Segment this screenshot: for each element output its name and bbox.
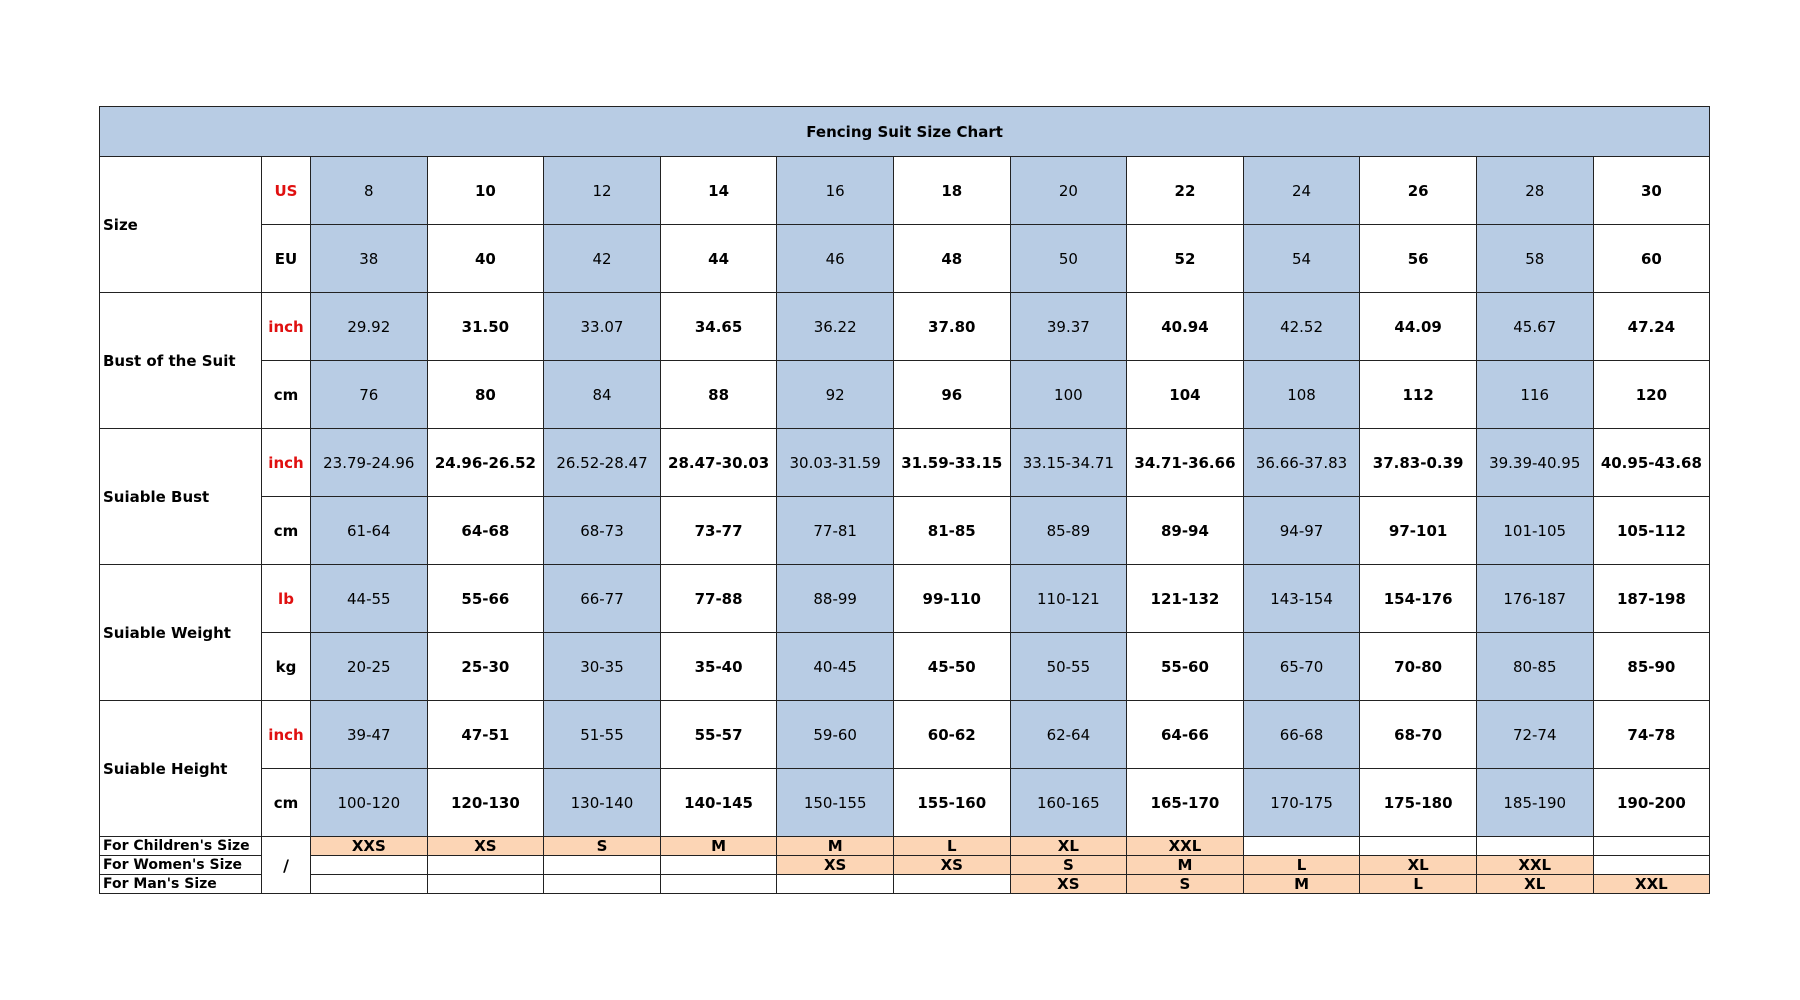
value-cell: 68-70 <box>1360 701 1477 769</box>
fit-size-cell <box>427 856 544 875</box>
fit-size-cell <box>1593 837 1710 856</box>
value-cell: 80-85 <box>1476 633 1593 701</box>
suiable-bust-row-inch <box>100 429 1710 497</box>
fit-size-cell <box>893 875 1010 894</box>
fit-label: For Man's Size <box>100 875 262 894</box>
value-cell: 8 <box>311 157 428 225</box>
unit-label: kg <box>262 633 311 701</box>
size-row-eu <box>100 225 1710 293</box>
fit-size-cell: XS <box>893 856 1010 875</box>
value-cell: 39-47 <box>311 701 428 769</box>
value-cell: 64-66 <box>1127 701 1244 769</box>
unit-label: EU <box>262 225 311 293</box>
fit-size-cell: XXL <box>1593 875 1710 894</box>
value-cell: 40 <box>427 225 544 293</box>
value-cell: 154-176 <box>1360 565 1477 633</box>
bust-of-the-suit-row-cm <box>100 361 1710 429</box>
value-cell: 31.50 <box>427 293 544 361</box>
fit-size-cell: XL <box>1476 875 1593 894</box>
value-cell: 101-105 <box>1476 497 1593 565</box>
fit-size-cell: XL <box>1010 837 1127 856</box>
value-cell: 35-40 <box>660 633 777 701</box>
value-cell: 44.09 <box>1360 293 1477 361</box>
value-cell: 85-89 <box>1010 497 1127 565</box>
value-cell: 44 <box>660 225 777 293</box>
category-label: Suiable Weight <box>100 565 262 701</box>
value-cell: 29.92 <box>311 293 428 361</box>
value-cell: 39.37 <box>1010 293 1127 361</box>
value-cell: 34.71-36.66 <box>1127 429 1244 497</box>
fit-size-cell: XXS <box>311 837 428 856</box>
value-cell: 20-25 <box>311 633 428 701</box>
title-row <box>100 107 1710 157</box>
fit-size-cell <box>1243 837 1360 856</box>
value-cell: 40-45 <box>777 633 894 701</box>
value-cell: 52 <box>1127 225 1244 293</box>
value-cell: 100 <box>1010 361 1127 429</box>
value-cell: 80 <box>427 361 544 429</box>
value-cell: 88 <box>660 361 777 429</box>
value-cell: 120 <box>1593 361 1710 429</box>
category-label: Suiable Bust <box>100 429 262 565</box>
value-cell: 185-190 <box>1476 769 1593 837</box>
value-cell: 99-110 <box>893 565 1010 633</box>
fit-size-cell: M <box>777 837 894 856</box>
value-cell: 18 <box>893 157 1010 225</box>
value-cell: 108 <box>1243 361 1360 429</box>
value-cell: 92 <box>777 361 894 429</box>
fit-size-cell: XS <box>777 856 894 875</box>
bust-of-the-suit-row-inch <box>100 293 1710 361</box>
value-cell: 130-140 <box>544 769 661 837</box>
value-cell: 54 <box>1243 225 1360 293</box>
value-cell: 37.80 <box>893 293 1010 361</box>
value-cell: 110-121 <box>1010 565 1127 633</box>
value-cell: 105-112 <box>1593 497 1710 565</box>
value-cell: 89-94 <box>1127 497 1244 565</box>
value-cell: 31.59-33.15 <box>893 429 1010 497</box>
value-cell: 40.95-43.68 <box>1593 429 1710 497</box>
chart-title: Fencing Suit Size Chart <box>100 107 1710 157</box>
value-cell: 30 <box>1593 157 1710 225</box>
fit-size-cell: XL <box>1360 856 1477 875</box>
category-label: Size <box>100 157 262 293</box>
value-cell: 30-35 <box>544 633 661 701</box>
value-cell: 24 <box>1243 157 1360 225</box>
value-cell: 104 <box>1127 361 1244 429</box>
value-cell: 77-88 <box>660 565 777 633</box>
value-cell: 30.03-31.59 <box>777 429 894 497</box>
value-cell: 62-64 <box>1010 701 1127 769</box>
value-cell: 10 <box>427 157 544 225</box>
value-cell: 16 <box>777 157 894 225</box>
value-cell: 44-55 <box>311 565 428 633</box>
fit-size-cell: XXL <box>1127 837 1244 856</box>
fit-label: For Women's Size <box>100 856 262 875</box>
fit-size-cell <box>544 856 661 875</box>
value-cell: 61-64 <box>311 497 428 565</box>
size-chart-table <box>99 106 1710 894</box>
value-cell: 170-175 <box>1243 769 1360 837</box>
value-cell: 50 <box>1010 225 1127 293</box>
fit-size-cell: S <box>1127 875 1244 894</box>
value-cell: 55-57 <box>660 701 777 769</box>
fit-row-for-children-s-size <box>100 837 1710 856</box>
value-cell: 51-55 <box>544 701 661 769</box>
value-cell: 34.65 <box>660 293 777 361</box>
fit-size-cell: XS <box>427 837 544 856</box>
unit-label: US <box>262 157 311 225</box>
value-cell: 72-74 <box>1476 701 1593 769</box>
value-cell: 33.07 <box>544 293 661 361</box>
value-cell: 60-62 <box>893 701 1010 769</box>
value-cell: 28.47-30.03 <box>660 429 777 497</box>
value-cell: 47-51 <box>427 701 544 769</box>
value-cell: 66-68 <box>1243 701 1360 769</box>
value-cell: 42 <box>544 225 661 293</box>
value-cell: 48 <box>893 225 1010 293</box>
value-cell: 25-30 <box>427 633 544 701</box>
fit-size-cell: S <box>544 837 661 856</box>
value-cell: 26 <box>1360 157 1477 225</box>
value-cell: 22 <box>1127 157 1244 225</box>
unit-label: cm <box>262 497 311 565</box>
value-cell: 112 <box>1360 361 1477 429</box>
fit-size-cell: XXL <box>1476 856 1593 875</box>
unit-label: cm <box>262 769 311 837</box>
value-cell: 50-55 <box>1010 633 1127 701</box>
value-cell: 150-155 <box>777 769 894 837</box>
unit-label: inch <box>262 701 311 769</box>
value-cell: 165-170 <box>1127 769 1244 837</box>
value-cell: 81-85 <box>893 497 1010 565</box>
unit-label: inch <box>262 429 311 497</box>
fit-size-cell: S <box>1010 856 1127 875</box>
category-label: Bust of the Suit <box>100 293 262 429</box>
value-cell: 12 <box>544 157 661 225</box>
value-cell: 45.67 <box>1476 293 1593 361</box>
suiable-weight-row-kg <box>100 633 1710 701</box>
value-cell: 23.79-24.96 <box>311 429 428 497</box>
value-cell: 100-120 <box>311 769 428 837</box>
fit-size-cell <box>660 875 777 894</box>
value-cell: 59-60 <box>777 701 894 769</box>
value-cell: 46 <box>777 225 894 293</box>
value-cell: 190-200 <box>1593 769 1710 837</box>
value-cell: 39.39-40.95 <box>1476 429 1593 497</box>
value-cell: 68-73 <box>544 497 661 565</box>
value-cell: 65-70 <box>1243 633 1360 701</box>
fit-size-cell <box>427 875 544 894</box>
value-cell: 55-60 <box>1127 633 1244 701</box>
value-cell: 74-78 <box>1593 701 1710 769</box>
value-cell: 14 <box>660 157 777 225</box>
value-cell: 116 <box>1476 361 1593 429</box>
unit-label: cm <box>262 361 311 429</box>
value-cell: 66-77 <box>544 565 661 633</box>
value-cell: 160-165 <box>1010 769 1127 837</box>
value-cell: 77-81 <box>777 497 894 565</box>
suiable-bust-row-cm <box>100 497 1710 565</box>
value-cell: 33.15-34.71 <box>1010 429 1127 497</box>
value-cell: 187-198 <box>1593 565 1710 633</box>
value-cell: 121-132 <box>1127 565 1244 633</box>
value-cell: 155-160 <box>893 769 1010 837</box>
value-cell: 40.94 <box>1127 293 1244 361</box>
fit-size-cell <box>311 875 428 894</box>
value-cell: 47.24 <box>1593 293 1710 361</box>
value-cell: 24.96-26.52 <box>427 429 544 497</box>
fit-size-cell <box>1593 856 1710 875</box>
fit-size-cell: M <box>1127 856 1244 875</box>
fit-row-for-women-s-size <box>100 856 1710 875</box>
value-cell: 56 <box>1360 225 1477 293</box>
value-cell: 94-97 <box>1243 497 1360 565</box>
unit-label: lb <box>262 565 311 633</box>
fit-size-cell: L <box>1243 856 1360 875</box>
value-cell: 76 <box>311 361 428 429</box>
category-label: Suiable Height <box>100 701 262 837</box>
value-cell: 38 <box>311 225 428 293</box>
value-cell: 88-99 <box>777 565 894 633</box>
value-cell: 70-80 <box>1360 633 1477 701</box>
value-cell: 84 <box>544 361 661 429</box>
value-cell: 58 <box>1476 225 1593 293</box>
size-chart-sheet <box>99 106 1709 894</box>
fit-size-cell <box>311 856 428 875</box>
suiable-height-row-cm <box>100 769 1710 837</box>
value-cell: 96 <box>893 361 1010 429</box>
value-cell: 85-90 <box>1593 633 1710 701</box>
fit-size-cell: L <box>893 837 1010 856</box>
fit-size-cell: XS <box>1010 875 1127 894</box>
value-cell: 28 <box>1476 157 1593 225</box>
fit-separator: / <box>262 837 311 894</box>
value-cell: 42.52 <box>1243 293 1360 361</box>
value-cell: 175-180 <box>1360 769 1477 837</box>
fit-size-cell <box>1360 837 1477 856</box>
suiable-weight-row-lb <box>100 565 1710 633</box>
fit-size-cell <box>777 875 894 894</box>
fit-size-cell: M <box>1243 875 1360 894</box>
value-cell: 97-101 <box>1360 497 1477 565</box>
value-cell: 120-130 <box>427 769 544 837</box>
fit-size-cell <box>1476 837 1593 856</box>
unit-label: inch <box>262 293 311 361</box>
value-cell: 73-77 <box>660 497 777 565</box>
value-cell: 45-50 <box>893 633 1010 701</box>
value-cell: 60 <box>1593 225 1710 293</box>
fit-label: For Children's Size <box>100 837 262 856</box>
value-cell: 176-187 <box>1476 565 1593 633</box>
value-cell: 64-68 <box>427 497 544 565</box>
fit-size-cell <box>544 875 661 894</box>
value-cell: 36.22 <box>777 293 894 361</box>
size-row-us <box>100 157 1710 225</box>
value-cell: 26.52-28.47 <box>544 429 661 497</box>
fit-row-for-man-s-size <box>100 875 1710 894</box>
value-cell: 140-145 <box>660 769 777 837</box>
value-cell: 55-66 <box>427 565 544 633</box>
value-cell: 143-154 <box>1243 565 1360 633</box>
fit-size-cell: M <box>660 837 777 856</box>
fit-size-cell <box>660 856 777 875</box>
value-cell: 20 <box>1010 157 1127 225</box>
fit-size-cell: L <box>1360 875 1477 894</box>
value-cell: 37.83-0.39 <box>1360 429 1477 497</box>
suiable-height-row-inch <box>100 701 1710 769</box>
value-cell: 36.66-37.83 <box>1243 429 1360 497</box>
